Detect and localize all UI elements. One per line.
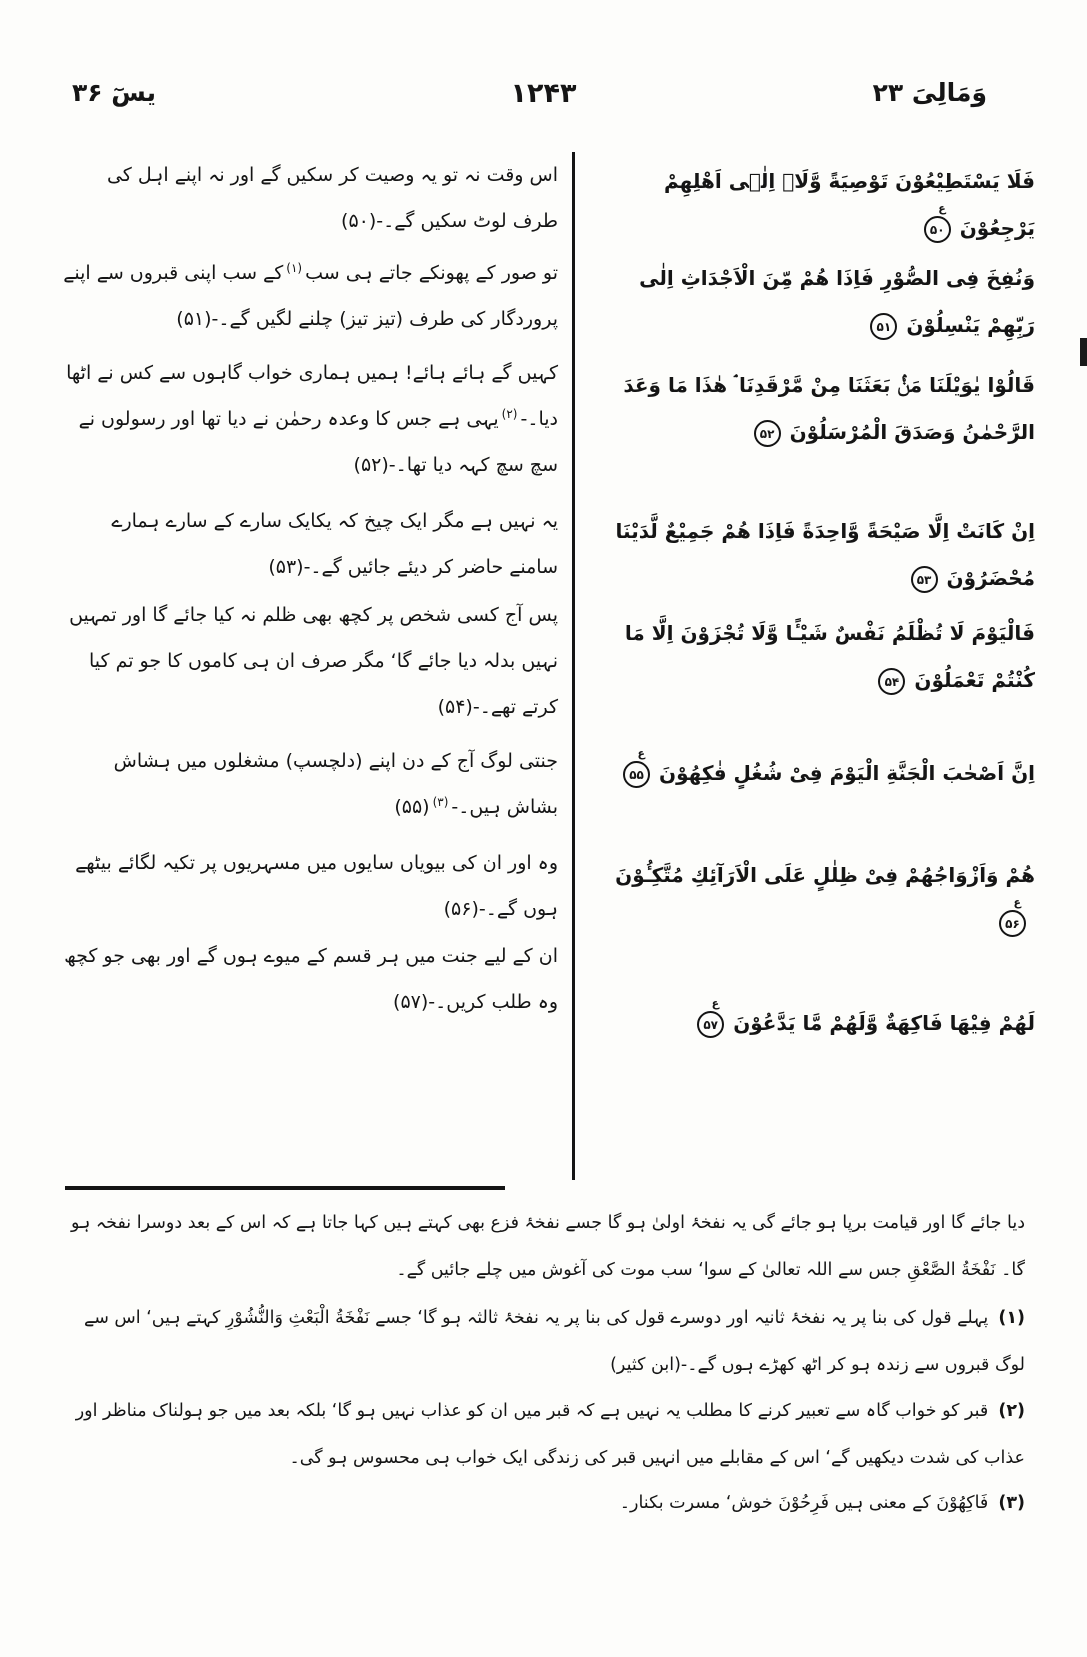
- footnote-marker: (۱): [998, 1308, 1025, 1328]
- footnote-ref-3: (۳): [432, 794, 449, 809]
- ayah-52-number-circle: ۵۲: [754, 420, 781, 447]
- ayah-50: [588, 158, 1035, 252]
- footnote-marker: (۲): [998, 1401, 1025, 1421]
- ayah-55-text: اِنَّ اَصْحٰبَ الْجَنَّةِ الْيَوْمَ فِىْ شُغُلٍ فٰكِهُوْنَ: [659, 761, 1035, 785]
- urdu-verse-55: جنتی لوگ آج کے دن اپنے (دلچسپ) مشغلوں میں ہشاش بشاش ہیں۔-$^{(۳)}$(۵۵): [113, 750, 558, 818]
- ayah-51: [588, 255, 1035, 349]
- ayah-57-number-circle: ع ۵۷: [697, 1011, 724, 1038]
- footnote-text: دیا جائے گا اور قیامت برپا ہو جائے گی یہ نفخۂ اولیٰ ہو گا جسے نفخۂ فزع بھی کہتے ہیں کہا جاتا ہے کہ اس کے بعد دوسرا نفخہ ہو گا۔ نَفْخَةُ الصَّعْقِ جس سے اللہ تعالیٰ کے سوا‘ سب موت کی آغوش میں چلے جائیں گے۔: [71, 1213, 1025, 1280]
- footnote-marker: (۳): [998, 1493, 1025, 1513]
- footnote-text: پہلے قول کی بنا پر یہ نفخۂ ثانیہ اور دوسرے قول کی بنا پر یہ نفخۂ ثالثہ ہو گا‘ جسے نَفْخَةُ الْبَعْثِ وَالنُّشُوْرِ کہتے ہیں‘ اس سے لوگ قبروں سے زندہ ہو کر اٹھ کھڑے ہوں گے۔-(ابن کثیر): [83, 1308, 1025, 1375]
- footnote-ref-2: (۲): [501, 406, 518, 421]
- ayah-54-text: فَالْيَوْمَ لَا تُظْلَمُ نَفْسٌ شَيْـًٔا وَّلَا تُجْزَوْنَ اِلَّا مَا كُنْتُمْ تَعْمَلُوْنَ: [624, 621, 1035, 692]
- header-page-number: ۱۲۴۳: [510, 78, 577, 109]
- ayah-54: [588, 610, 1035, 704]
- ayah-54-number-circle: ۵۴: [878, 668, 905, 695]
- footnote-ref-1: (۱): [286, 260, 303, 275]
- ayah-55: [588, 747, 1035, 797]
- header-surah-title: یسٓ ۳۶: [72, 78, 156, 107]
- footnote-1: [63, 1295, 1025, 1389]
- ayah-56-number-circle: ع ۵۶: [999, 910, 1026, 937]
- ayah-53: [588, 508, 1035, 602]
- footnote-continuation: [63, 1200, 1025, 1294]
- column-divider-line: [572, 152, 575, 1180]
- ayah-50-text: فَلَا يَسْتَطِيْعُوْنَ تَوْصِيَةً وَّلَاۤ اِلٰۤى اَهْلِهِمْ يَرْجِعُوْنَ: [663, 169, 1035, 240]
- urdu-verse-54: پس آج کسی شخص پر کچھ بھی ظلم نہ کیا جائے گا اور تمہیں نہیں بدلہ دیا جائے گا‘ مگر صرف ان ہی کاموں کا جو تم کیا کرتے تھے۔-(۵۴): [69, 604, 558, 718]
- ayah-56: [588, 852, 1035, 946]
- urdu-verse-57: ان کے لیے جنت میں ہر قسم کے میوے ہوں گے اور بھی جو کچھ وہ طلب کریں۔-(۵۷): [64, 945, 558, 1013]
- urdu-verse-56: وہ اور ان کی بیویاں سایوں میں مسہریوں پر تکیہ لگائے بیٹھے ہوں گے۔-(۵۶): [75, 852, 558, 920]
- ayah-57-text: لَهُمْ فِيْهَا فَاكِهَةٌ وَّلَهُمْ مَّا يَدَّعُوْنَ: [733, 1011, 1035, 1035]
- ayah-51-text: وَنُفِخَ فِى الصُّوْرِ فَاِذَا هُمْ مِّنَ الْاَجْدَاثِ اِلٰى رَبِّهِمْ يَنْسِلُوْنَ: [639, 266, 1035, 337]
- urdu-verse-52: کہیں گے ہائے ہائے! ہمیں ہماری خواب گاہوں سے کس نے اٹھا دیا۔-$^{(۲)}$یہی ہے جس کا وعدہ رحمٰن نے دیا تھا اور رسولوں نے سچ سچ کہہ دیا تھا۔-(۵۲): [66, 362, 558, 476]
- ayah-53-text: اِنْ كَانَتْ اِلَّا صَيْحَةً وَّاحِدَةً فَاِذَا هُمْ جَمِيْعٌ لَّدَيْنَا مُحْضَرُوْنَ: [615, 519, 1035, 590]
- footnote-3: [63, 1480, 1025, 1527]
- ayah-52-text: قَالُوْا يٰوَيْلَنَا مَنْۢ بَعَثَنَا مِنْ مَّرْقَدِنَا ۘ هٰذَا مَا وَعَدَ الرَّحْمٰنُ وَصَدَقَ الْمُرْسَلُوْنَ: [623, 373, 1035, 444]
- scan-artifact: [1080, 338, 1087, 366]
- header-juz-title: وَمَالِیَ ۲۳: [872, 78, 987, 107]
- footnote-text: فَاكِهُوْنَ کے معنی ہیں فَرِحُوْنَ خوش‘ مسرت بکنار۔: [619, 1493, 989, 1513]
- ayah-56-text: هُمْ وَاَزْوَاجُهُمْ فِىْ ظِلٰلٍ عَلَى الْاَرَآئِكِ مُتَّكِـُٔوْنَ: [615, 863, 1035, 887]
- ruku-mark: ع: [938, 202, 946, 215]
- ayah-51-number-circle: ۵۱: [870, 313, 897, 340]
- urdu-verse-51: تو صور کے پھونکے جاتے ہی سب$^{(۱)}$کے سب اپنی قبروں سے اپنے پروردگار کی طرف (تیز تیز) چلنے لگیں گے۔-(۵۱): [63, 260, 558, 330]
- ayah-55-number-circle: ع ۵۵: [623, 761, 650, 788]
- urdu-verse-50: اس وقت نہ تو یہ وصیت کر سکیں گے اور نہ اپنے اہل کی طرف لوٹ سکیں گے۔-(۵۰): [106, 164, 558, 232]
- footnote-separator-line: [65, 1186, 505, 1190]
- footnote-2: [63, 1388, 1025, 1482]
- ayah-53-number-circle: ۵۳: [911, 566, 938, 593]
- ayah-50-number-circle: ع ۵۰: [924, 216, 951, 243]
- ayah-52: [588, 362, 1035, 456]
- urdu-verse-53: یہ نہیں ہے مگر ایک چیخ کہ یکایک سارے کے سارے ہمارے سامنے حاضر کر دیئے جائیں گے۔-(۵۳): [111, 510, 558, 578]
- footnote-text: قبر کو خواب گاہ سے تعبیر کرنے کا مطلب یہ نہیں ہے کہ قبر میں ان کو عذاب نہیں ہو گا‘ بلکہ بعد میں جو ہولناک مناظر اور عذاب کی شدت دیکھیں گے‘ اس کے مقابلے میں انہیں قبر کی زندگی ایک خواب ہی محسوس ہو گی۔: [75, 1401, 1025, 1468]
- ayah-57: [588, 997, 1035, 1047]
